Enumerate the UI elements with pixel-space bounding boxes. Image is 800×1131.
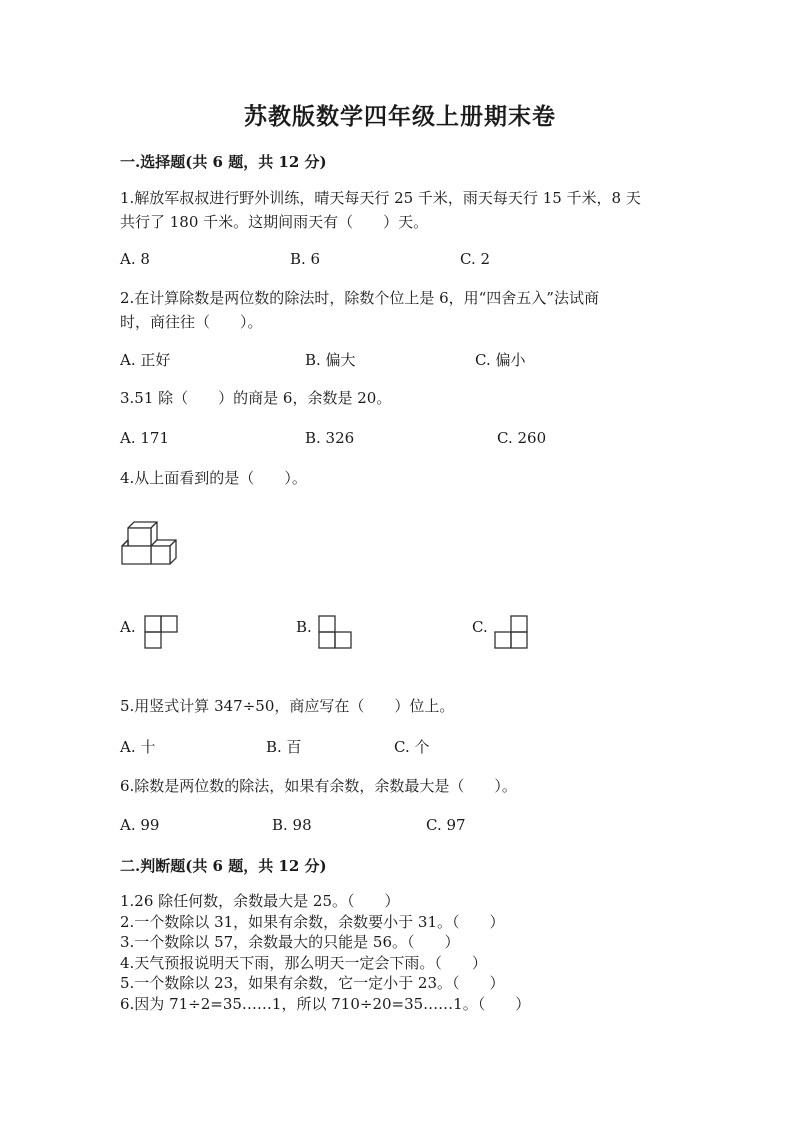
option-b: B. 98: [272, 816, 312, 834]
list-item: 2.一个数除以 31，如果有余数，余数要小于 31。（ ）: [120, 912, 505, 931]
question-6: [120, 774, 517, 798]
option-a: A. 正好: [120, 351, 171, 369]
list-item: 4.天气预报说明天下雨，那么明天一定会下雨。（ ）: [120, 953, 487, 972]
question-line: 1.解放军叔叔进行野外训练，晴天每天行 25 千米，雨天每天行 15 千米，8 天: [120, 189, 641, 207]
question-2: [120, 286, 599, 334]
page-title: 苏教版数学四年级上册期末卷: [244, 103, 556, 130]
option-a: A.: [120, 618, 136, 636]
option-b: B. 偏大: [305, 351, 356, 369]
question-line: 共行了 180 千米。这期间雨天有（ ）天。: [120, 213, 429, 231]
option-c: C. 个: [394, 738, 430, 756]
question-3: [120, 386, 391, 410]
list-item: 5.一个数除以 23，如果有余数，它一定小于 23。（ ）: [120, 974, 505, 992]
option-a: A. 99: [120, 816, 160, 834]
top-view-c-icon: [494, 615, 528, 649]
option-c: C. 260: [497, 429, 547, 447]
option-c: C. 2: [460, 250, 491, 268]
cube-stack-figure: [118, 518, 182, 570]
top-view-b-icon: [318, 615, 352, 649]
section-heading-judge: 二.判断题(共 6 题，共 12 分): [120, 857, 327, 875]
option-a: A. 十: [120, 738, 156, 756]
question-1: [120, 186, 641, 234]
option-c: C. 偏小: [475, 351, 526, 369]
option-b: B. 326: [305, 429, 355, 447]
question-line: 2.在计算除数是两位数的除法时，除数个位上是 6，用“四舍五入”法试商: [120, 289, 599, 307]
option-b: B. 百: [266, 738, 302, 756]
list-item: 1.26 除任何数，余数最大是 25。（ ）: [120, 892, 400, 910]
list-item: 6.因为 71÷2=35……1，所以 710÷20=35……1。（ ）: [120, 994, 531, 1013]
question-line: 时，商往往（ ）。: [120, 313, 263, 331]
option-c: C.: [472, 618, 488, 636]
option-b: B.: [296, 618, 312, 636]
question-4: [120, 466, 307, 490]
top-view-a-icon: [144, 615, 178, 649]
question-line: 3.51 除（ ）的商是 6，余数是 20。: [120, 389, 392, 407]
question-line: 5.用竖式计算 347÷50，商应写在（ ）位上。: [120, 697, 455, 715]
judge-list: [120, 891, 530, 1014]
question-line: 4.从上面看到的是（ ）。: [120, 469, 307, 487]
section-heading-choice: 一.选择题(共 6 题，共 12 分): [120, 153, 327, 171]
option-b: B. 6: [290, 250, 321, 268]
option-a: A. 171: [120, 429, 169, 447]
option-a: A. 8: [120, 250, 150, 268]
option-c: C. 97: [426, 816, 466, 834]
question-line: 6.除数是两位数的除法，如果有余数，余数最大是（ ）。: [120, 777, 517, 795]
list-item: 3.一个数除以 57，余数最大的只能是 56。（ ）: [120, 933, 460, 951]
question-5: [120, 694, 454, 718]
